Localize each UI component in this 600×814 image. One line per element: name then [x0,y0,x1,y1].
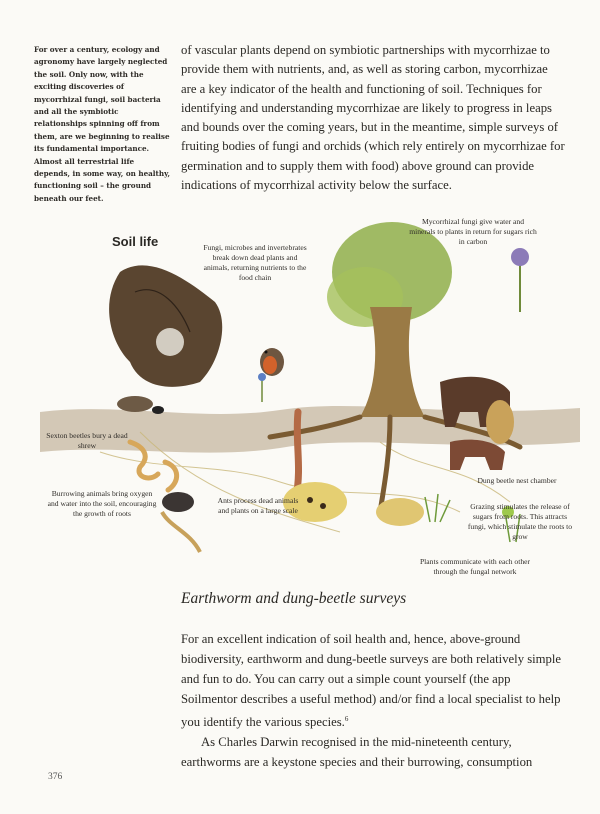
page-number: 376 [48,772,63,782]
caption-plants-communicate: Plants communicate with each other through the fungal network [419,557,531,576]
caption-grazing: Grazing stimulates the release of sugars from roots. This attracts fungi, which stimulate the roots to grow [467,502,573,541]
section-paragraph-2: As Charles Darwin recognised in the mid-nineteenth century, earthworms are a keystone species and their burrowing, consumption [181,735,533,770]
caption-dung-beetle-nest: Dung beetle nest chamber [477,476,557,485]
caption-sexton-beetles: Sexton beetles bury a dead shrew [46,431,128,450]
section-paragraph-1: For an excellent indication of soil health and, hence, above-ground biodiversity, earthworm and dung-beetle surveys are both relatively simple and fun to do. You can carry out a simple count yourself (the app Soilmentor describes a useful method) and/or find a local specialist to help you identify the various species.$^6$ [181,632,562,730]
caption-burrowing-animals: Burrowing animals bring oxygen and water into the soil, encouraging the growth of roots [47,489,157,518]
sidebar-text: For over a century, ecology and agronomy have largely neglected the soil. Only now, with the exciting discoveries of mycorrhizal fungi, soil bacteria and all the symbiotic relationships spinning off from them, are we beginning to realise its fundamental importance. Almost all terrestrial life depends, in some way, on healthy, functioning soil – the ground beneath our feet. [34,45,171,203]
dung-beetle-nest [486,400,514,444]
figure-title: Soil life [112,234,159,249]
earthworm [296,412,299,497]
ant-nest [283,482,424,526]
thistle-flower [511,248,529,312]
mole [162,492,200,552]
section-body [181,629,565,772]
orchid [258,373,266,402]
leaf-litter [109,265,222,386]
intro-paragraph: of vascular plants depend on symbiotic partnerships with mycorrhizae to provide them with nutrients, and, as well as storing carbon, mycorrhizae are a key indicator of the health and functioning of soil. Techniques for identifying and understanding mycorrhizae are likely to progress in leaps and bounds over the coming years, but in the meantime, simple surveys of fruiting bodies of fungi and orchids (which rely entirely on mycorrhizae for germination and to supply them with food) above ground can provide indications of mycorrhizal activity below the surface. [181,43,565,193]
caption-mycorrhizal: Mycorrhizal fungi give water and minerals to plants in return for sugars rich in carbon [409,217,537,246]
caption-fungi-microbes: Fungi, microbes and invertebrates break down dead plants and animals, returning nutrients to the food chain [203,243,307,282]
robin-bird [260,348,284,376]
footnote-marker: 6 [344,715,349,723]
section-heading: Earthworm and dung-beetle surveys [181,590,407,607]
sidebar-pullquote [34,44,172,205]
caption-ants: Ants process dead animals and plants on a large scale [217,496,299,515]
intro-text-column [181,41,565,195]
